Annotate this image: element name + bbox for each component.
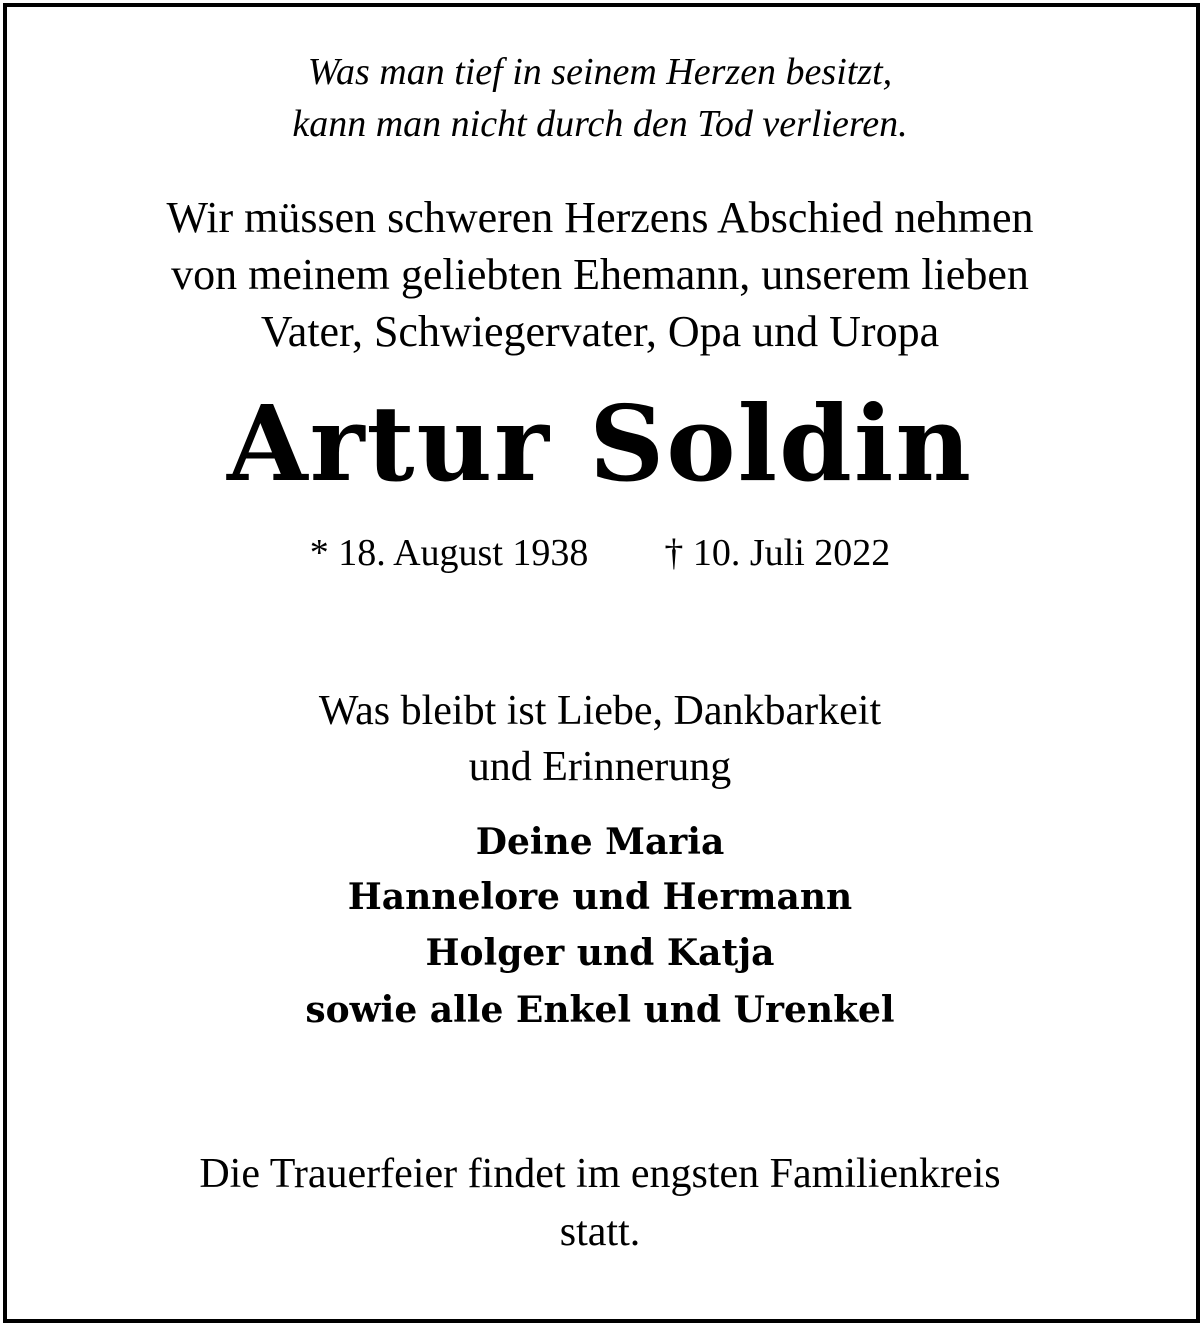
signer-line-4: sowie alle Enkel und Urenkel bbox=[305, 989, 895, 1031]
quote-line-2: kann man nicht durch den Tod verlieren. bbox=[292, 103, 908, 145]
signer-line-2: Hannelore und Hermann bbox=[347, 876, 853, 918]
funeral-notice-line-2: statt. bbox=[559, 1209, 641, 1255]
deceased-name: Artur Soldin bbox=[227, 382, 973, 505]
remembrance-line-1: Was bleibt ist Liebe, Dankbarkeit bbox=[318, 688, 882, 734]
signer-line-1: Deine Maria bbox=[475, 821, 725, 863]
quote-line-1: Was man tief in seinem Herzen besitzt, bbox=[307, 51, 893, 93]
remembrance-line-2: und Erinnerung bbox=[468, 744, 732, 790]
intro-line-3: Vater, Schwiegervater, Opa und Uropa bbox=[260, 307, 940, 356]
life-dates bbox=[0, 530, 1200, 576]
intro-line-2: von meinem geliebten Ehemann, unserem lieben bbox=[171, 250, 1029, 299]
intro-line-1: Wir müssen schweren Herzens Abschied nehmen bbox=[166, 193, 1034, 242]
signer-line-3: Holger und Katja bbox=[425, 932, 775, 974]
death-date: † 10. Juli 2022 bbox=[664, 532, 891, 574]
funeral-notice-line-1: Die Trauerfeier findet im engsten Familienkreis bbox=[199, 1151, 1001, 1197]
birth-date: * 18. August 1938 bbox=[309, 532, 589, 574]
